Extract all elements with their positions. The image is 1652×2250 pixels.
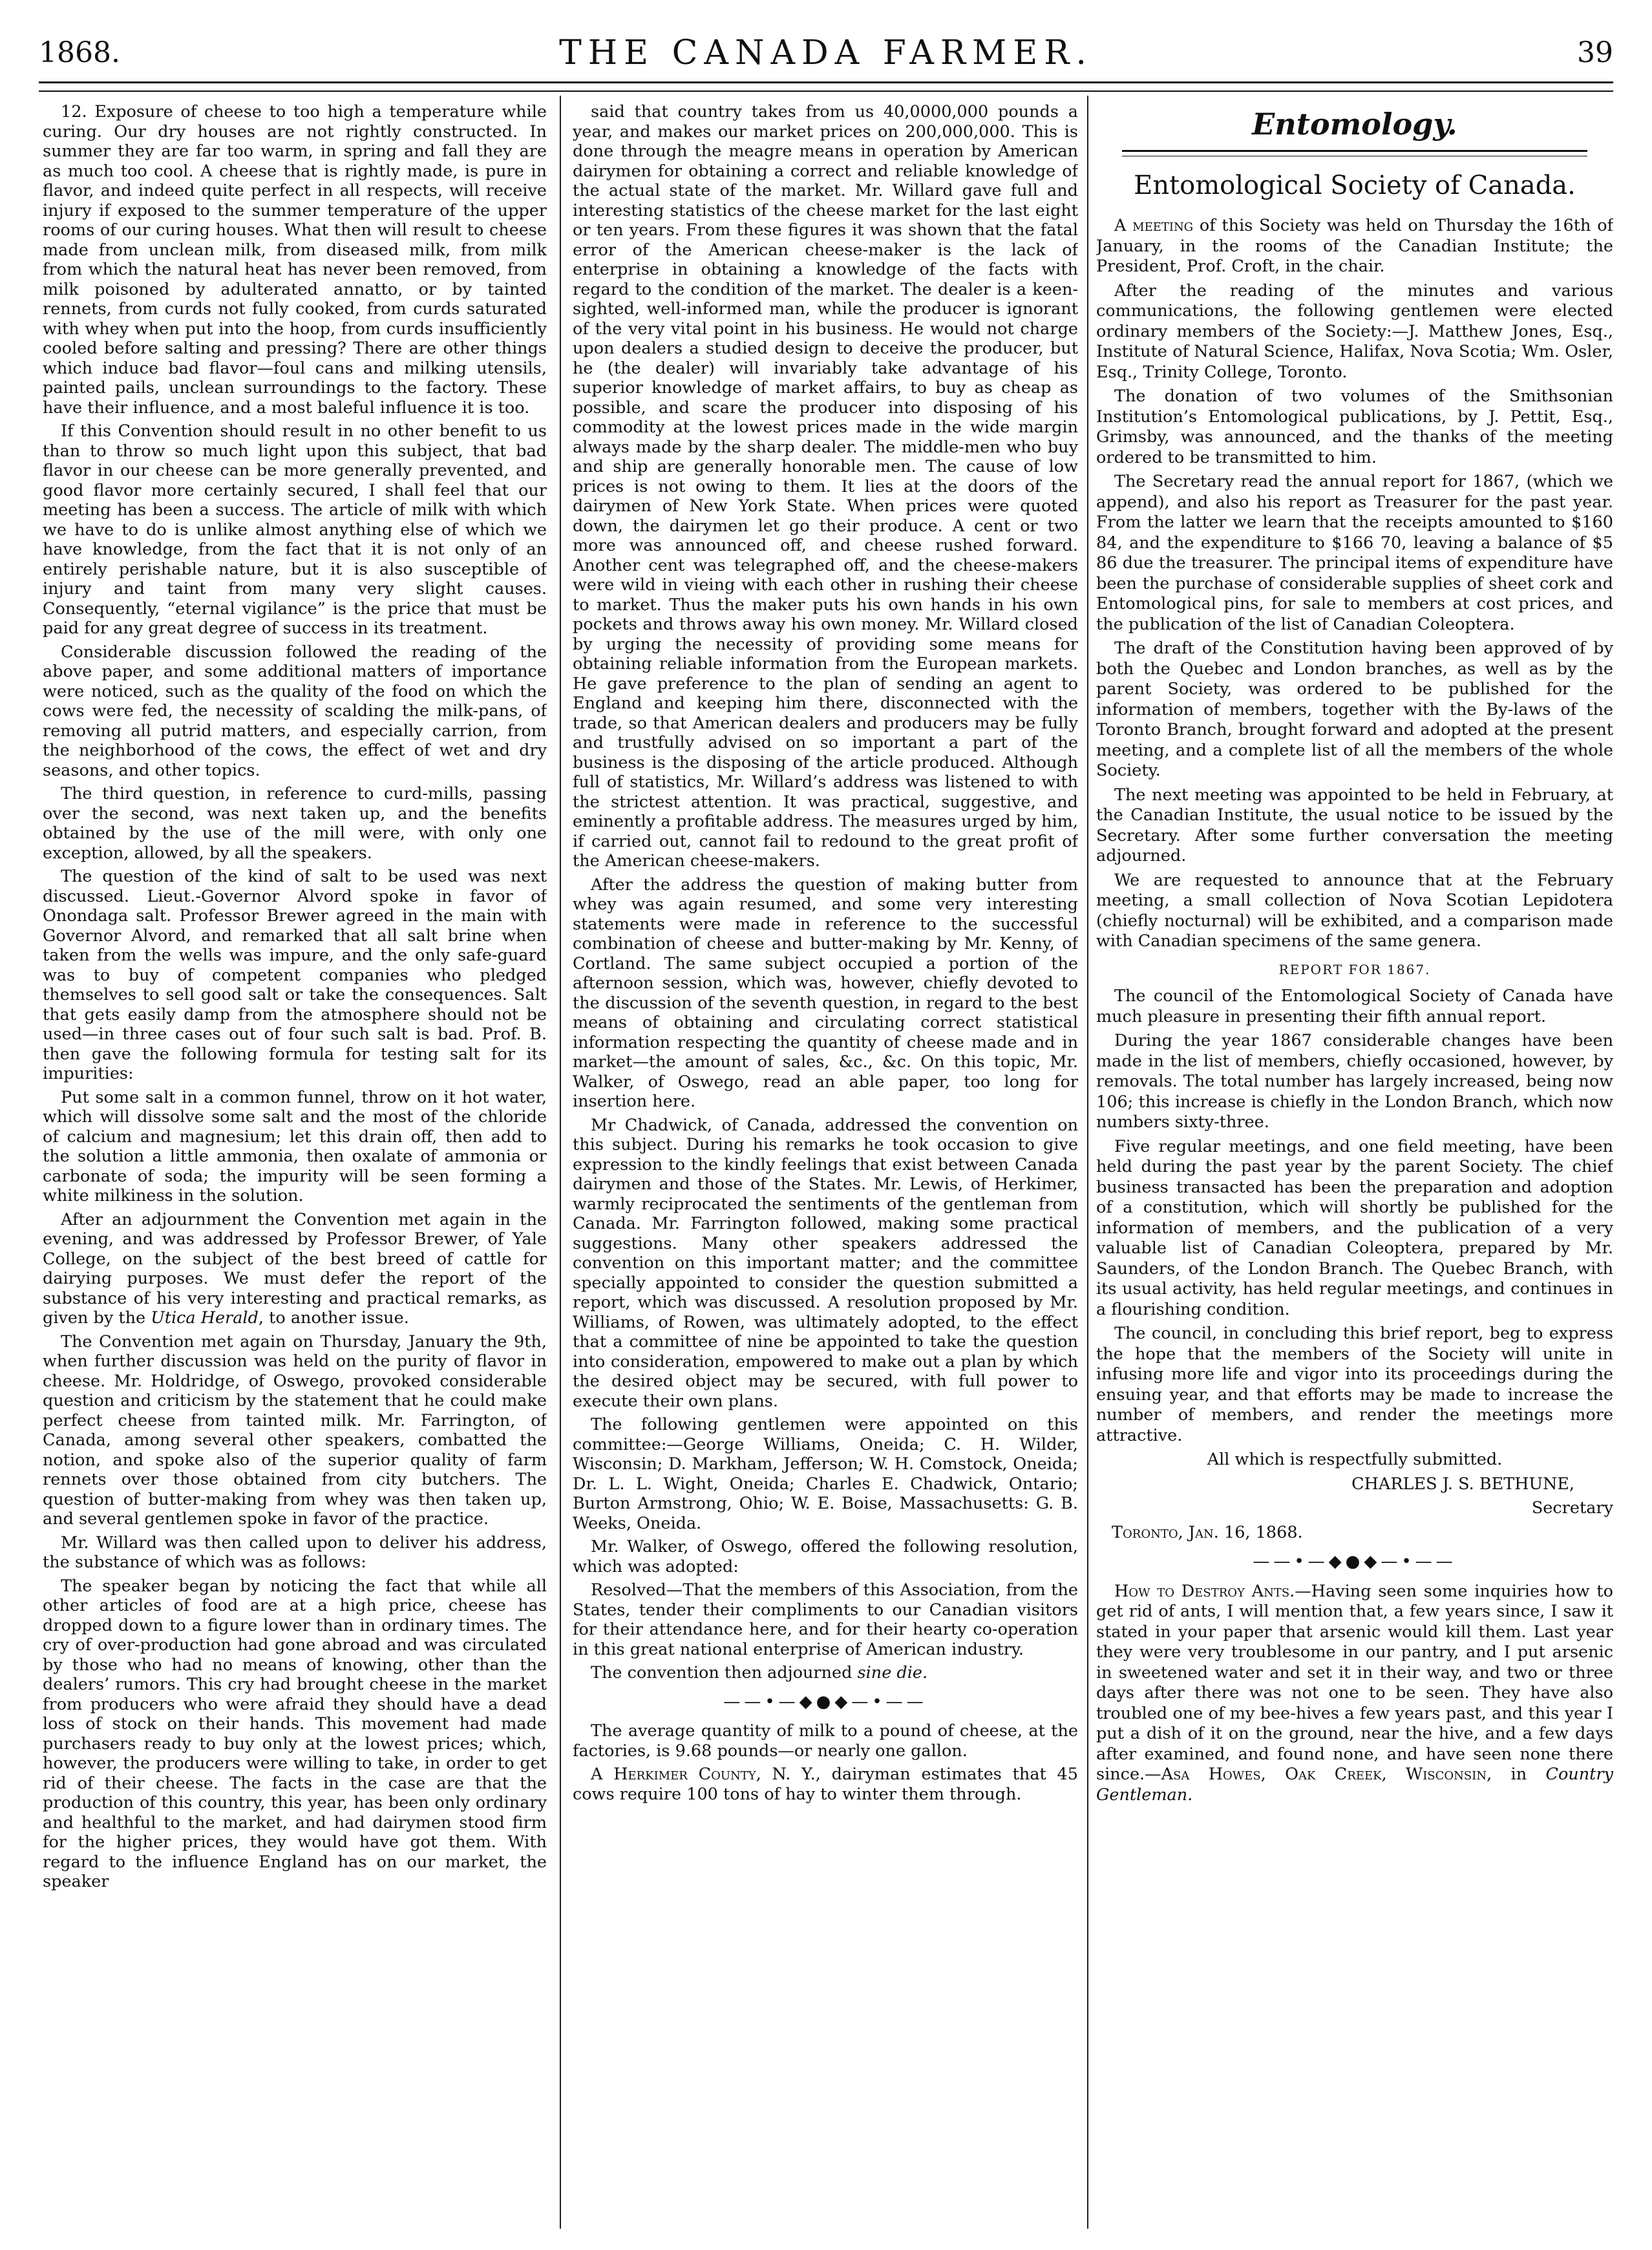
author: Asa Howes, Oak Creek, Wisconsin,: [1161, 1765, 1492, 1784]
publication-name: Country Gentleman.: [1096, 1765, 1613, 1805]
paragraph: The council, in concluding this brief report, beg to express the hope that the members of the Society will unite in infusing more life and vigor into its proceedings during the ensuing year, and that efforts may be made to increase the number of members, and render the meetings more attractive.: [1096, 1324, 1613, 1445]
column-3: [1096, 102, 1613, 2235]
text: —Having seen some inquiries how to get rid of ants, I will mention that, a few years since, I saw it stated in your paper that arsenic would kill them. Last year they were very troublesome in our pantry, and I put arsenic in sweetened water and set it in their way, and two or three days after there was not one to be seen. They have also troubled one of my bee-hives a few years past, and this year I put a dish of it on the ground, near the hive, and a few days after examined, and found none, and have seen none there since.—: [1096, 1581, 1613, 1784]
article-title: Entomological Society of Canada.: [1134, 171, 1576, 200]
closing-line: All which is respectfully submitted.: [1207, 1450, 1503, 1469]
column-divider: [1087, 96, 1088, 2229]
masthead-title: THE CANADA FARMER.: [559, 34, 1093, 72]
text: A Herkimer County, N. Y.,: [591, 1765, 821, 1784]
text: dairyman estimates that 45 cows require 100 tons of hay to winter them through.: [573, 1765, 1078, 1804]
signature-title: Secretary: [1531, 1498, 1613, 1518]
paragraph: [1096, 216, 1613, 277]
text: A meeting: [1114, 216, 1194, 235]
paragraph: The third question, in reference to curd-mills, passing over the second, was next taken up, and the benefits obtained by the use of the mill were, with only one exception, allowed, by all the speakers.: [43, 784, 547, 863]
column-1: [43, 102, 547, 2235]
ornament-divider: ——•—◆●◆—•——: [1253, 1552, 1457, 1571]
section-title: Entomology.: [1252, 107, 1457, 142]
paragraph: The question of the kind of salt to be used was next discussed. Lieut.-Governor Alvord spoke in favor of Onondaga salt. Professor Brewer agreed in the main with Governor Alvord, and remarked that all salt brine when taken from the wells was impure, and the only safe-guard was to buy of competent companies who pledged themselves to sell good salt or take the consequences. Salt that gets easily damp from the atmosphere should not be used—in three cases out of four such salt is bad. Prof. B. then gave the following formula for testing salt for its impurities:: [43, 867, 547, 1083]
subheading: REPORT FOR 1867.: [1278, 961, 1431, 977]
paragraph: [1096, 1582, 1613, 1806]
paragraph: The Convention met again on Thursday, January the 9th, when further discussion was held on the purity of flavor in cheese. Mr. Holdridge, of Oswego, provoked considerable question and criticism by the statement that he could make perfect cheese from tainted milk. Mr. Farrington, of Canada, among several other speakers, combatted the notion, and spoke also of the superior quality of farm rennets over those obtained from city butchers. The question of butter-making from whey was then taken up, and several gentlemen spoke in favor of the practice.: [43, 1332, 547, 1529]
page-header: [39, 23, 1613, 83]
paragraph: After the reading of the minutes and various communications, the following gentlemen were elected ordinary members of the Society:—J. Matthew Jones, Esq., Institute of Natural Science, Halifax, Nova Scotia; Wm. Osler, Esq., Trinity College, Toronto.: [1096, 281, 1613, 382]
paragraph: The council of the Entomological Society of Canada have much pleasure in presenting their fifth annual report.: [1096, 986, 1613, 1026]
text: After an adjournment the Convention met again in the evening, and was addressed by Professor Brewer, of Yale College, on the subject of the best breed of cattle for dairying purposes. We must defer the report of the substance of his very interesting and practical remarks, as given by the: [43, 1209, 547, 1328]
header-year: 1868.: [39, 36, 120, 69]
paragraph: During the year 1867 considerable changes have been made in the list of members, chiefly occasioned, however, by removals. The total number has largely increased, being now 106; this increase is chiefly in the London Branch, which now numbers sixty-three.: [1096, 1031, 1613, 1132]
paragraph: [573, 1765, 1078, 1804]
paragraph: After the address the question of making butter from whey was again resumed, and some very interesting statements were made in reference to the successful combination of cheese and butter-making by Mr. Kenny, of Cortland. The same subject occupied a portion of the afternoon session, which was, however, chiefly devoted to the discussion of the seventh question, in regard to the best means of obtaining and circulating correct statistical information respecting the quantity of cheese made and in market—the amount of sales, &c., &c. On this topic, Mr. Walker, of Oswego, read an able paper, too long for insertion here.: [573, 875, 1078, 1111]
paragraph: Mr. Willard was then called upon to deliver his address, the substance of which was as follows:: [43, 1533, 547, 1572]
ornament-divider: ——•—◆●◆—•——: [723, 1692, 927, 1712]
double-rule: [1122, 150, 1587, 156]
paragraph: Put some salt in a common funnel, throw on it hot water, which will dissolve some salt and the most of the chloride of calcium and magnesium; let this drain off, then add to the solution a little ammonia, then oxalate of ammonia or carbonate of soda; the impurity will be seen forming a white milkiness in the solution.: [43, 1087, 547, 1205]
text: in: [1492, 1765, 1546, 1784]
text: of this Society was held on Thursday the 16th of January, in the rooms of the Canadian Institute; the President, Prof. Croft, in the chair.: [1096, 216, 1613, 276]
text: The convention then adjourned: [591, 1663, 858, 1682]
paragraph: [573, 1663, 1078, 1683]
page-number: 39: [1577, 36, 1613, 69]
paragraph: The donation of two volumes of the Smithsonian Institution’s Entomological publications, by J. Pettit, Esq., Grimsby, was announced, and the thanks of the meeting ordered to be transmitted to him.: [1096, 387, 1613, 467]
publication-name: Utica Herald: [151, 1308, 259, 1328]
paragraph: The Secretary read the annual report for 1867, (which we append), and also his report as Treasurer for the past year. From the latter we learn that the receipts amounted to $160 84, and the expenditure to $166 70, leaving a balance of $5 86 due the treasurer. The principal items of expenditure have been the purchase of considerable supplies of sheet cork and Entomological pins, for sale to members at cost prices, and the publication of the list of Canadian Coleoptera.: [1096, 472, 1613, 634]
signature-name: CHARLES J. S. BETHUNE,: [1351, 1474, 1574, 1494]
paragraph: The speaker began by noticing the fact that while all other articles of food are at a high price, cheese has dropped down to a figure lower than in ordinary times. The cry of over-production had gone abroad and was circulated by those who had no means of knowing, other than the dealers’ rumors. This cry had brought cheese in the market from producers who were afraid they should have a dead loss of stock on their hands. This movement had made purchasers ready to buy only at the lowest prices; which, however, the producers were willing to take, in order to get rid of their cheese. The facts in the case are that the production of this country, this year, has been only ordinary and healthful to the market, and had dairymen stood firm for the higher prices, they would have got them. With regard to the influence England has on our market, the speaker: [43, 1576, 547, 1891]
paragraph: Mr. Walker, of Oswego, offered the following resolution, which was adopted:: [573, 1537, 1078, 1576]
paragraph: The next meeting was appointed to be held in February, at the Canadian Institute, the usual notice to be issued by the Secretary. After some further conversation the meeting adjourned.: [1096, 785, 1613, 865]
column-divider: [560, 96, 561, 2229]
paragraph: Mr Chadwick, of Canada, addressed the convention on this subject. During his remarks he took occasion to give expression to the kindly feelings that exist between Canada dairymen and those of the States. Mr. Lewis, of Herkimer, warmly reciprocated the sentiments of the gentleman from Canada. Mr. Farrington followed, making some practical suggestions. Many other speakers addressed the convention on this important matter; and the committee specially appointed to consider the question submitted a report, which was discussed. A resolution proposed by Mr. Williams, of Rowen, was ultimately adopted, to the effect that a committee of nine be appointed to take the question into consideration, empowered to make out a plan by which the desired object may be secured, with full power to execute their own plans.: [573, 1115, 1078, 1411]
paragraph: said that country takes from us 40,0000,000 pounds a year, and makes our market prices on 200,000,000. This is done through the meagre means in operation by American dairymen for obtaining a correct and reliable knowledge of the actual state of the market. Mr. Willard gave full and interesting statistics of the cheese market for the last eight or ten years. From these figures it was shown that the fatal error of the American cheese-maker is the lack of enterprise in obtaining a knowledge of the facts with regard to the condition of the market. The dealer is a keen-sighted, well-informed man, while the producer is ignorant of the very vital point in his business. He would not charge upon dealers a studied design to deceive the producer, but he (the dealer) will invariably take advantage of his superior knowledge of market affairs, to buy as cheap as possible, and scare the producer into disposing of his commodity at the lowest prices made in the wide margin always made by the sharp dealer. The middle-men who buy and ship are generally honorable men. The cause of low prices is not owing to them. It lies at the doors of the dairymen of New York State. When prices were quoted down, the dairymen let go their produce. A cent or two more was announced off, and cheese rushed forward. Another cent was telegraphed off, and the cheese-makers were wild in vieing with each other in rushing their cheese to market. Thus the maker puts his own hands in his own pockets and throws away his own money. Mr. Willard closed by urging the necessity of providing some means for obtaining reliable information from the European markets. He gave preference to the plan of sending an agent to England and keeping him there, disconnected with the trade, so that American dealers and producers may be fully and trustfully advised on so important a part of the business is the disposing of the article produced. Although full of statistics, Mr. Willard’s address was listened to with the strictest attention. It was practical, suggestive, and eminently a profitable address. The measures urged by him, if carried out, cannot fail to redound to the great profit of the American cheese-makers.: [573, 102, 1078, 871]
paragraph: The average quantity of milk to a pound of cheese, at the factories, is 9.68 pounds—or nearly one gallon.: [573, 1721, 1078, 1761]
paragraph: If this Convention should result in no other benefit to us than to throw so much light upon this subject, that bad flavor in our cheese can be more generally prevented, and good flavor more certainly secured, I shall feel that our meeting has been a success. The article of milk with which we have to do is unlike almost anything else of which we have knowledge, from the fact that it is not only of an entirely perishable nature, but it is also susceptible of injury and taint from many very slight causes. Consequently, “eternal vigilance” is the price that must be paid for any great degree of success in its treatment.: [43, 421, 547, 638]
paragraph: The following gentlemen were appointed on this committee:—George Williams, Oneida; C. H. Wilder, Wisconsin; D. Markham, Jefferson; W. H. Comstock, Oneida; Dr. L. L. Wight, Oneida; Charles E. Chadwick, Ontario; Burton Armstrong, Ohio; W. E. Boise, Massachusetts: G. B. Weeks, Oneida.: [573, 1415, 1078, 1533]
paragraph: The draft of the Constitution having been approved of by both the Quebec and London branches, as well as by the parent Society, was ordered to be published for the information of members, together with the By-laws of the Toronto Branch, brought forward and adopted at the present meeting, and a complete list of all the members of the whole Society.: [1096, 639, 1613, 780]
item-heading: How to Destroy Ants.: [1114, 1581, 1295, 1601]
paragraph: Resolved—That the members of this Association, from the States, tender their compliments to our Canadian visitors for their attendance here, and for their hearty co-operation in this great national enterprise of American industry.: [573, 1580, 1078, 1659]
paragraph: 12. Exposure of cheese to too high a temperature while curing. Our dry houses are not rightly constructed. In summer they are far too warm, in spring and fall they are as much too cool. A cheese that is rightly made, is pure in flavor, and indeed quite perfect in all respects, will receive injury if exposed to the summer temperature of the upper rooms of our curing houses. What then will result to cheese made from unclean milk, from diseased milk, from milk from which the natural heat has never been removed, from milk poisoned by adulterated annatto, or by tainted rennets, from curds not fully cooked, from curds saturated with whey when put into the hoop, from curds insufficiently cooled before salting and pressing? There are other things which induce bad flavor—foul cans and milking utensils, painted pails, unclean surroundings to the factory. These have their influence, and a most baleful influence it is too.: [43, 102, 547, 418]
paragraph: Considerable discussion followed the reading of the above paper, and some additional matters of importance were noticed, such as the quality of the food on which the cows were fed, the necessity of scalding the milk-pans, of removing all putrid matters, and especially carrion, from the neighborhood of the cows, the effect of wet and dry seasons, and other topics.: [43, 642, 547, 780]
header-rule: [39, 90, 1613, 92]
text: , to another issue.: [258, 1308, 409, 1328]
paragraph: We are requested to announce that at the February meeting, a small collection of Nova Scotian Lepidotera (chiefly nocturnal) will be exhibited, and a comparison made with Canadian specimens of the same genera.: [1096, 870, 1613, 951]
latin-phrase: sine die.: [857, 1663, 928, 1682]
column-2: [573, 102, 1078, 2235]
paragraph: [43, 1210, 547, 1328]
paragraph: Five regular meetings, and one field meeting, have been held during the past year by the parent Society. The chief business transacted has been the preparation and adoption of a constitution, which will shortly be published for the information of members, and the publication of a very valuable list of Canadian Coleoptera, prepared by Mr. Saunders, of the London Branch. The Quebec Branch, with its usual activity, has held regular meetings, and continues in a flourishing condition.: [1096, 1136, 1613, 1319]
dateline: Toronto, Jan. 16, 1868.: [1112, 1522, 1303, 1542]
